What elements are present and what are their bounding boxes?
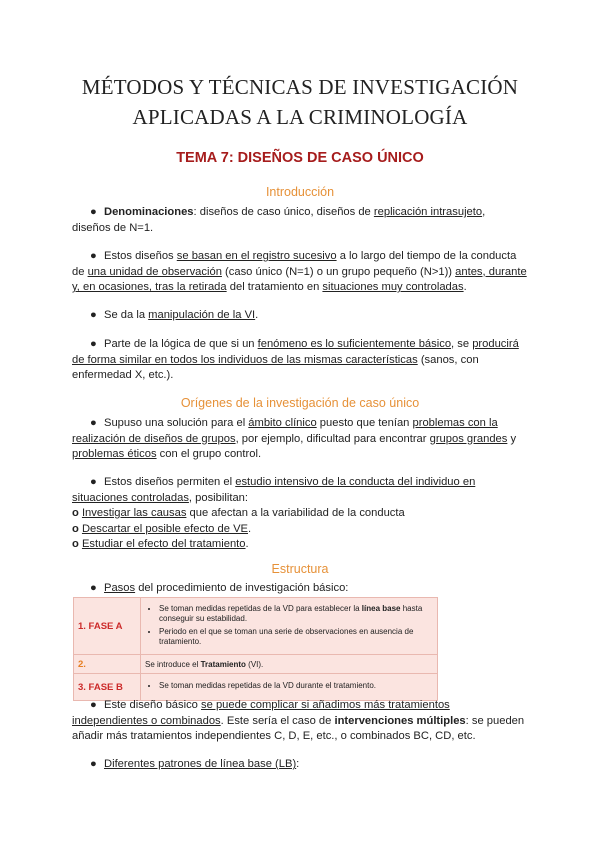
bullet-icon: ● [90,338,97,350]
phase-a-label: 1. FASE A [74,598,141,655]
sub-item-1: o Investigar las causas que afectan a la variabilidad de la conducta [72,507,405,519]
phase-2-content: Se introduce el Tratamiento (VI). [141,655,438,674]
origins-paragraph-2: ● Estos diseños permiten el estudio intensivo de la conducta del individuo en situaciones controladas, posibilitan: o Investigar las causas que afectan a la variabilidad de la conducta o Descartar el posible efecto de VE. o Estudiar el efecto del tratamiento. [72,475,532,553]
list-item: • Se toman medidas repetidas de la VD para establecer la línea base hasta conseguir su estabilidad. [159,604,433,624]
table-row [74,598,438,655]
intro-paragraph-2: ● Estos diseños se basan en el registro sucesivo a lo largo del tiempo de la conducta de una unidad de observación (caso único (N=1) o un grupo pequeño (N>1)) antes, durante y, en ocasiones, tras la retirada del tratamiento en situaciones muy controladas. [72,250,527,293]
phase-a-content [141,598,438,655]
bullet-icon: ● [90,476,97,488]
structure-paragraph-1: ● Pasos del procedimiento de investigación básico: [72,581,532,597]
list-item: • Periodo en el que se toman una serie de observaciones en ausencia de tratamiento. [159,627,433,647]
title-line-1: MÉTODOS Y TÉCNICAS DE INVESTIGACIÓN [81,75,519,99]
section-heading-origenes: Orígenes de la investigación de caso único [180,396,420,410]
title-line-2: APLICADAS A LA CRIMINOLOGÍA [132,105,468,129]
document-title [0,72,600,132]
bullet-icon: ● [90,417,97,429]
phase-table [73,597,438,701]
structure-paragraph-2: ● Este diseño básico se puede complicar si añadimos más tratamientos independientes o combinados. Este sería el caso de intervenciones múltiples: se pueden añadir más tratamientos independientes C, D, E, etc., o combinados BC, CD, etc. [72,699,525,742]
section-heading-estructura: Estructura [271,562,329,576]
list-item: • Se toman medidas repetidas de la VD durante el tratamiento. [159,681,433,691]
topic-heading: TEMA 7: DISEÑOS DE CASO ÚNICO [176,150,424,166]
intro-paragraph-3: ● Se da la manipulación de la VI. [72,308,532,324]
table-row [74,674,438,701]
bullet-icon: ● [90,582,97,594]
section-heading-intro: Introducción [265,185,335,199]
bullet-icon: ● [90,758,97,770]
sub-item-2: o Descartar el posible efecto de VE. [72,522,252,535]
intro-paragraph-4: ● Parte de la lógica de que si un fenómeno es lo suficientemente básico, se producirá de forma similar en todos los individuos de las mismas características (sanos, con enfermedad X, etc.). [72,338,519,381]
table-row [74,655,438,674]
bullet-icon: ● [90,309,97,321]
structure-paragraph-3: ● Diferentes patrones de línea base (LB): [72,757,532,773]
phase-2-label: 2. [74,655,141,674]
bullet-icon: ● [90,206,97,218]
intro-paragraph-1: ● Denominaciones: diseños de caso único, diseños de replicación intrasujeto, diseños de N=1. [72,206,486,234]
bullet-icon: ● [90,699,97,711]
sub-item-3: o Estudiar el efecto del tratamiento. [72,538,249,550]
phase-b-label: 3. FASE B [74,674,141,701]
bullet-icon: ● [90,250,97,262]
phase-b-content [141,674,438,701]
origins-paragraph-1: ● Supuso una solución para el ámbito clínico puesto que tenían problemas con la realización de diseños de grupos, por ejemplo, dificultad para encontrar grupos grandes y problemas éticos con el grupo control. [72,417,517,460]
